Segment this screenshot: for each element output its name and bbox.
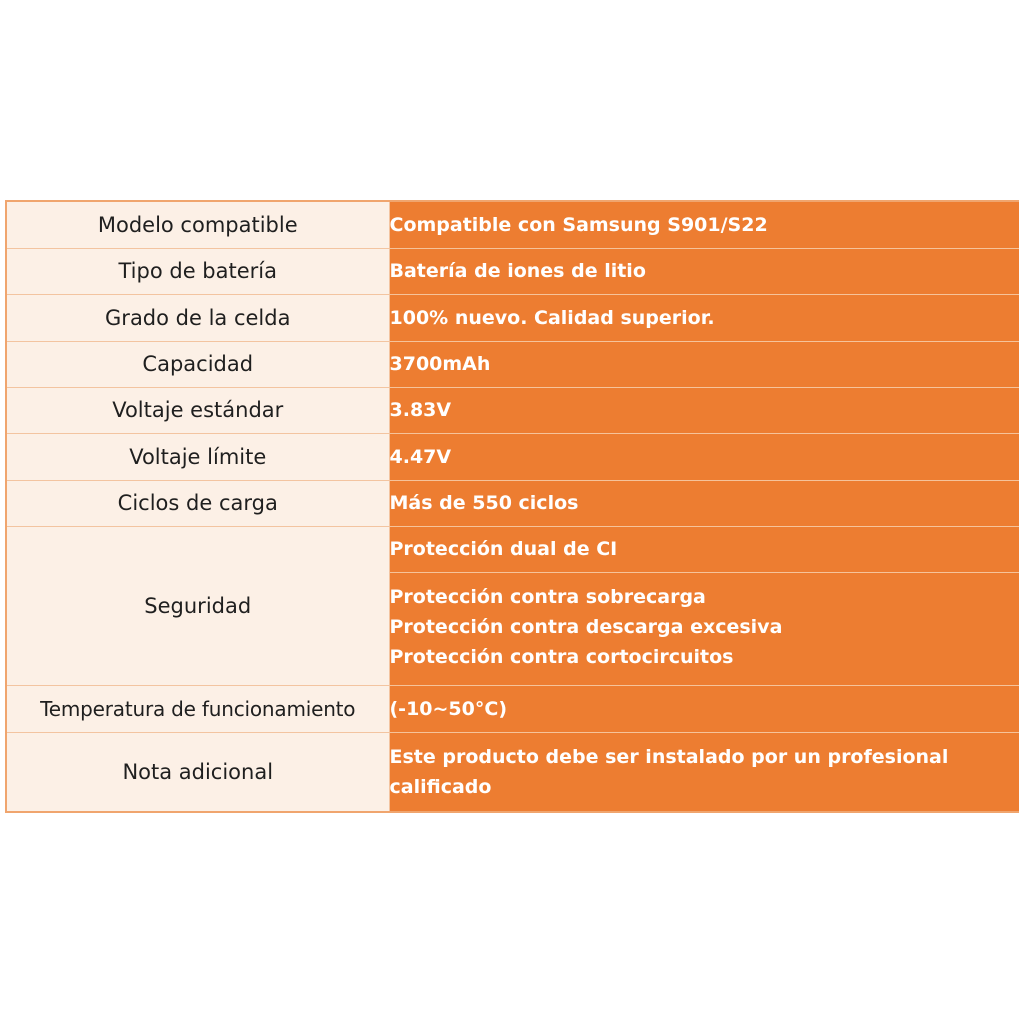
safety-item: Protección contra descarga excesiva bbox=[389, 615, 783, 638]
spec-label: Tipo de batería bbox=[6, 248, 389, 294]
spec-row-grado bbox=[6, 294, 1019, 341]
safety-item: Protección contra sobrecarga bbox=[389, 585, 706, 608]
spec-label: Capacidad bbox=[6, 341, 389, 387]
spec-row-voltaje-limite bbox=[6, 433, 1019, 480]
spec-value: (-10~50°C) bbox=[389, 685, 1019, 732]
battery-spec-table bbox=[5, 200, 1019, 813]
spec-label: Seguridad bbox=[6, 526, 389, 685]
spec-label: Voltaje estándar bbox=[6, 387, 389, 433]
spec-row-seguridad bbox=[6, 526, 1019, 572]
spec-value: 3700mAh bbox=[389, 341, 1019, 387]
spec-label: Voltaje límite bbox=[6, 433, 389, 480]
spec-label: Modelo compatible bbox=[6, 201, 389, 248]
spec-label: Grado de la celda bbox=[6, 294, 389, 341]
spec-row-modelo bbox=[6, 201, 1019, 248]
spec-row-capacidad bbox=[6, 341, 1019, 387]
spec-row-nota bbox=[6, 732, 1019, 812]
spec-value: Este producto debe ser instalado por un profesional calificado bbox=[389, 732, 1019, 812]
spec-row-ciclos bbox=[6, 480, 1019, 526]
spec-value bbox=[389, 526, 1019, 572]
safety-item: Protección dual de CI bbox=[389, 538, 618, 560]
spec-value: Más de 550 ciclos bbox=[389, 480, 1019, 526]
spec-row-voltaje-estandar bbox=[6, 387, 1019, 433]
spec-value: 100% nuevo. Calidad superior. bbox=[389, 294, 1019, 341]
spec-value: Batería de iones de litio bbox=[389, 248, 1019, 294]
spec-value bbox=[389, 572, 1019, 685]
spec-row-temperatura bbox=[6, 685, 1019, 732]
spec-value: 3.83V bbox=[389, 387, 1019, 433]
spec-label: Ciclos de carga bbox=[6, 480, 389, 526]
spec-value: 4.47V bbox=[389, 433, 1019, 480]
spec-value: Compatible con Samsung S901/S22 bbox=[389, 201, 1019, 248]
spec-label: Nota adicional bbox=[6, 732, 389, 812]
spec-label: Temperatura de funcionamiento bbox=[6, 685, 389, 732]
safety-item: Protección contra cortocircuitos bbox=[389, 645, 734, 668]
spec-row-tipo bbox=[6, 248, 1019, 294]
